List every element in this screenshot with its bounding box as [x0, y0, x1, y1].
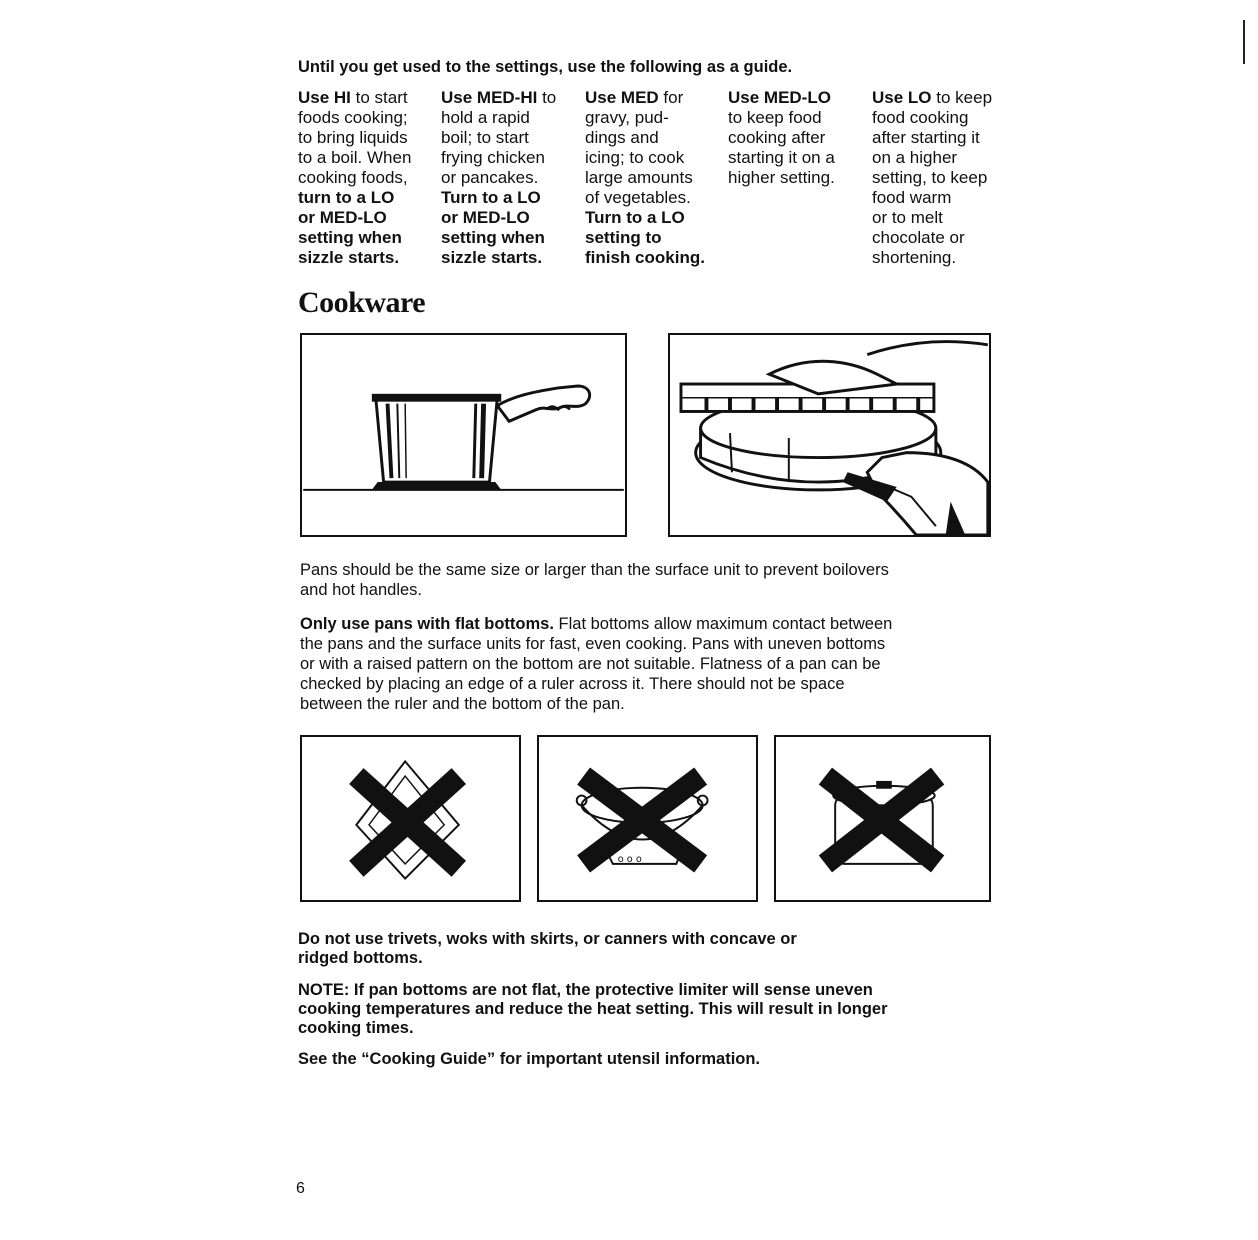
- saucepan-illustration: [300, 333, 627, 537]
- canner-illustration: [774, 735, 991, 902]
- setting-bold-text: Use MED: [585, 88, 659, 107]
- setting-text: after starting it: [872, 128, 980, 147]
- setting-line: [872, 168, 992, 188]
- setting-line: [872, 128, 992, 148]
- setting-text: shortening.: [872, 248, 957, 267]
- section-heading: Cookware: [298, 286, 426, 319]
- para-line: [300, 614, 1000, 634]
- para-text: Flat bottoms allow maximum contact between: [553, 615, 893, 633]
- setting-text: large amounts: [585, 168, 693, 187]
- setting-line: [872, 248, 992, 268]
- para-line: the pans and the surface units for fast, even cooking. Pans with uneven bottoms: [300, 635, 886, 653]
- setting-line: [298, 248, 411, 268]
- setting-bold-text: or MED-LO: [298, 208, 387, 227]
- warning-line: ridged bottoms.: [298, 949, 423, 967]
- setting-text: boil; to start: [441, 128, 529, 147]
- setting-bold-text: or MED-LO: [441, 208, 530, 227]
- setting-text: or pancakes.: [441, 168, 539, 187]
- setting-text: to: [537, 88, 557, 107]
- setting-column-hi: [298, 88, 411, 268]
- para-line: or with a raised pattern on the bottom are not suitable. Flatness of a pan can be: [300, 655, 881, 673]
- para-line: and hot handles.: [300, 581, 423, 599]
- page-number: 6: [296, 1180, 305, 1197]
- setting-line: [298, 188, 411, 208]
- setting-line: [441, 208, 556, 228]
- setting-line: [298, 108, 411, 128]
- para-line: checked by placing an edge of a ruler across it. There should not be space: [300, 675, 845, 693]
- setting-text: to bring liquids: [298, 128, 408, 147]
- setting-line: [585, 88, 705, 108]
- setting-text: to a boil. When: [298, 148, 412, 167]
- setting-text: frying chicken: [441, 148, 545, 167]
- setting-bold-text: finish cooking.: [585, 248, 705, 267]
- setting-text: icing; to cook: [585, 148, 685, 167]
- setting-line: [441, 168, 556, 188]
- setting-text: cooking after: [728, 128, 826, 147]
- ruler-icon: [670, 335, 989, 535]
- see-guide-text: See the “Cooking Guide” for important utensil information.: [298, 1050, 761, 1068]
- setting-line: [298, 168, 411, 188]
- setting-column-lo: [872, 88, 992, 268]
- setting-text: food warm: [872, 188, 952, 207]
- setting-bold-text: setting when: [298, 228, 402, 247]
- setting-line: [872, 108, 992, 128]
- setting-line: [441, 108, 556, 128]
- setting-bold-text: turn to a LO: [298, 188, 395, 207]
- setting-text: dings and: [585, 128, 659, 147]
- setting-line: [585, 168, 705, 188]
- setting-line: [872, 208, 992, 228]
- para-line: between the ruler and the bottom of the pan.: [300, 695, 625, 713]
- setting-line: [728, 128, 835, 148]
- size-paragraph: [300, 560, 1000, 600]
- setting-line: [298, 208, 411, 228]
- setting-line: [585, 228, 705, 248]
- setting-line: [585, 128, 705, 148]
- intro-text: Until you get used to the settings, use the following as a guide.: [298, 58, 793, 76]
- setting-text: for: [658, 88, 684, 107]
- trivet-illustration: [300, 735, 521, 902]
- setting-text: higher setting.: [728, 168, 835, 187]
- setting-bold-text: setting to: [585, 228, 662, 247]
- setting-line: [872, 88, 992, 108]
- note-line: cooking temperatures and reduce the heat setting. This will result in longer: [298, 1000, 888, 1018]
- ruler-test-illustration: [668, 333, 991, 537]
- setting-line: [298, 148, 411, 168]
- setting-line: [441, 128, 556, 148]
- para-line: Pans should be the same size or larger than the surface unit to prevent boilovers: [300, 561, 889, 579]
- setting-line: [872, 228, 992, 248]
- setting-line: [728, 148, 835, 168]
- setting-bold-text: Use MED-LO: [728, 88, 831, 107]
- setting-bold-text: sizzle starts.: [298, 248, 400, 267]
- setting-bold-text: Use LO: [872, 88, 932, 107]
- setting-line: [298, 228, 411, 248]
- flat-bottom-paragraph: [300, 614, 1000, 714]
- setting-line: [728, 108, 835, 128]
- svg-text:o o o: o o o: [617, 853, 642, 865]
- wok-icon: [539, 737, 756, 900]
- setting-text: to keep: [931, 88, 993, 107]
- setting-text: foods cooking;: [298, 108, 408, 127]
- setting-text: setting, to keep: [872, 168, 988, 187]
- trivet-icon: [302, 737, 519, 900]
- margin-mark: [1243, 20, 1245, 64]
- setting-text: hold a rapid: [441, 108, 530, 127]
- setting-line: [585, 208, 705, 228]
- setting-bold-text: Turn to a LO: [585, 208, 685, 227]
- setting-bold-text: Use MED-HI: [441, 88, 538, 107]
- saucepan-icon: [302, 335, 625, 535]
- warning-text: [298, 930, 797, 968]
- setting-line: [728, 88, 835, 108]
- canner-icon: [776, 737, 989, 900]
- setting-line: [441, 188, 556, 208]
- setting-text: of vegetables.: [585, 188, 691, 207]
- setting-text: chocolate or: [872, 228, 965, 247]
- setting-text: on a higher: [872, 148, 958, 167]
- setting-line: [728, 168, 835, 188]
- setting-line: [298, 128, 411, 148]
- setting-text: or to melt: [872, 208, 943, 227]
- setting-line: [441, 148, 556, 168]
- setting-line: [585, 248, 705, 268]
- setting-line: [872, 188, 992, 208]
- para-lead: Only use pans with flat bottoms.: [300, 615, 554, 633]
- setting-text: to start: [350, 88, 408, 107]
- setting-bold-text: Use HI: [298, 88, 351, 107]
- setting-line: [441, 228, 556, 248]
- setting-line: [441, 248, 556, 268]
- setting-text: starting it on a: [728, 148, 835, 167]
- note-line: cooking times.: [298, 1019, 414, 1037]
- setting-text: to keep food: [728, 108, 822, 127]
- setting-text: food cooking: [872, 108, 969, 127]
- warning-line: Do not use trivets, woks with skirts, or canners with concave or: [298, 930, 797, 948]
- setting-line: [585, 108, 705, 128]
- setting-text: gravy, pud-: [585, 108, 669, 127]
- setting-bold-text: Turn to a LO: [441, 188, 541, 207]
- note-text: [298, 981, 888, 1038]
- wok-illustration: [537, 735, 758, 902]
- setting-column-med-hi: [441, 88, 556, 268]
- setting-line: [872, 148, 992, 168]
- setting-line: [585, 188, 705, 208]
- setting-bold-text: sizzle starts.: [441, 248, 543, 267]
- note-line: NOTE: If pan bottoms are not flat, the protective limiter will sense uneven: [298, 981, 873, 999]
- setting-column-med: [585, 88, 705, 268]
- setting-bold-text: setting when: [441, 228, 545, 247]
- setting-line: [585, 148, 705, 168]
- setting-line: [298, 88, 411, 108]
- setting-column-med-lo: [728, 88, 835, 188]
- setting-line: [441, 88, 556, 108]
- setting-text: cooking foods,: [298, 168, 408, 187]
